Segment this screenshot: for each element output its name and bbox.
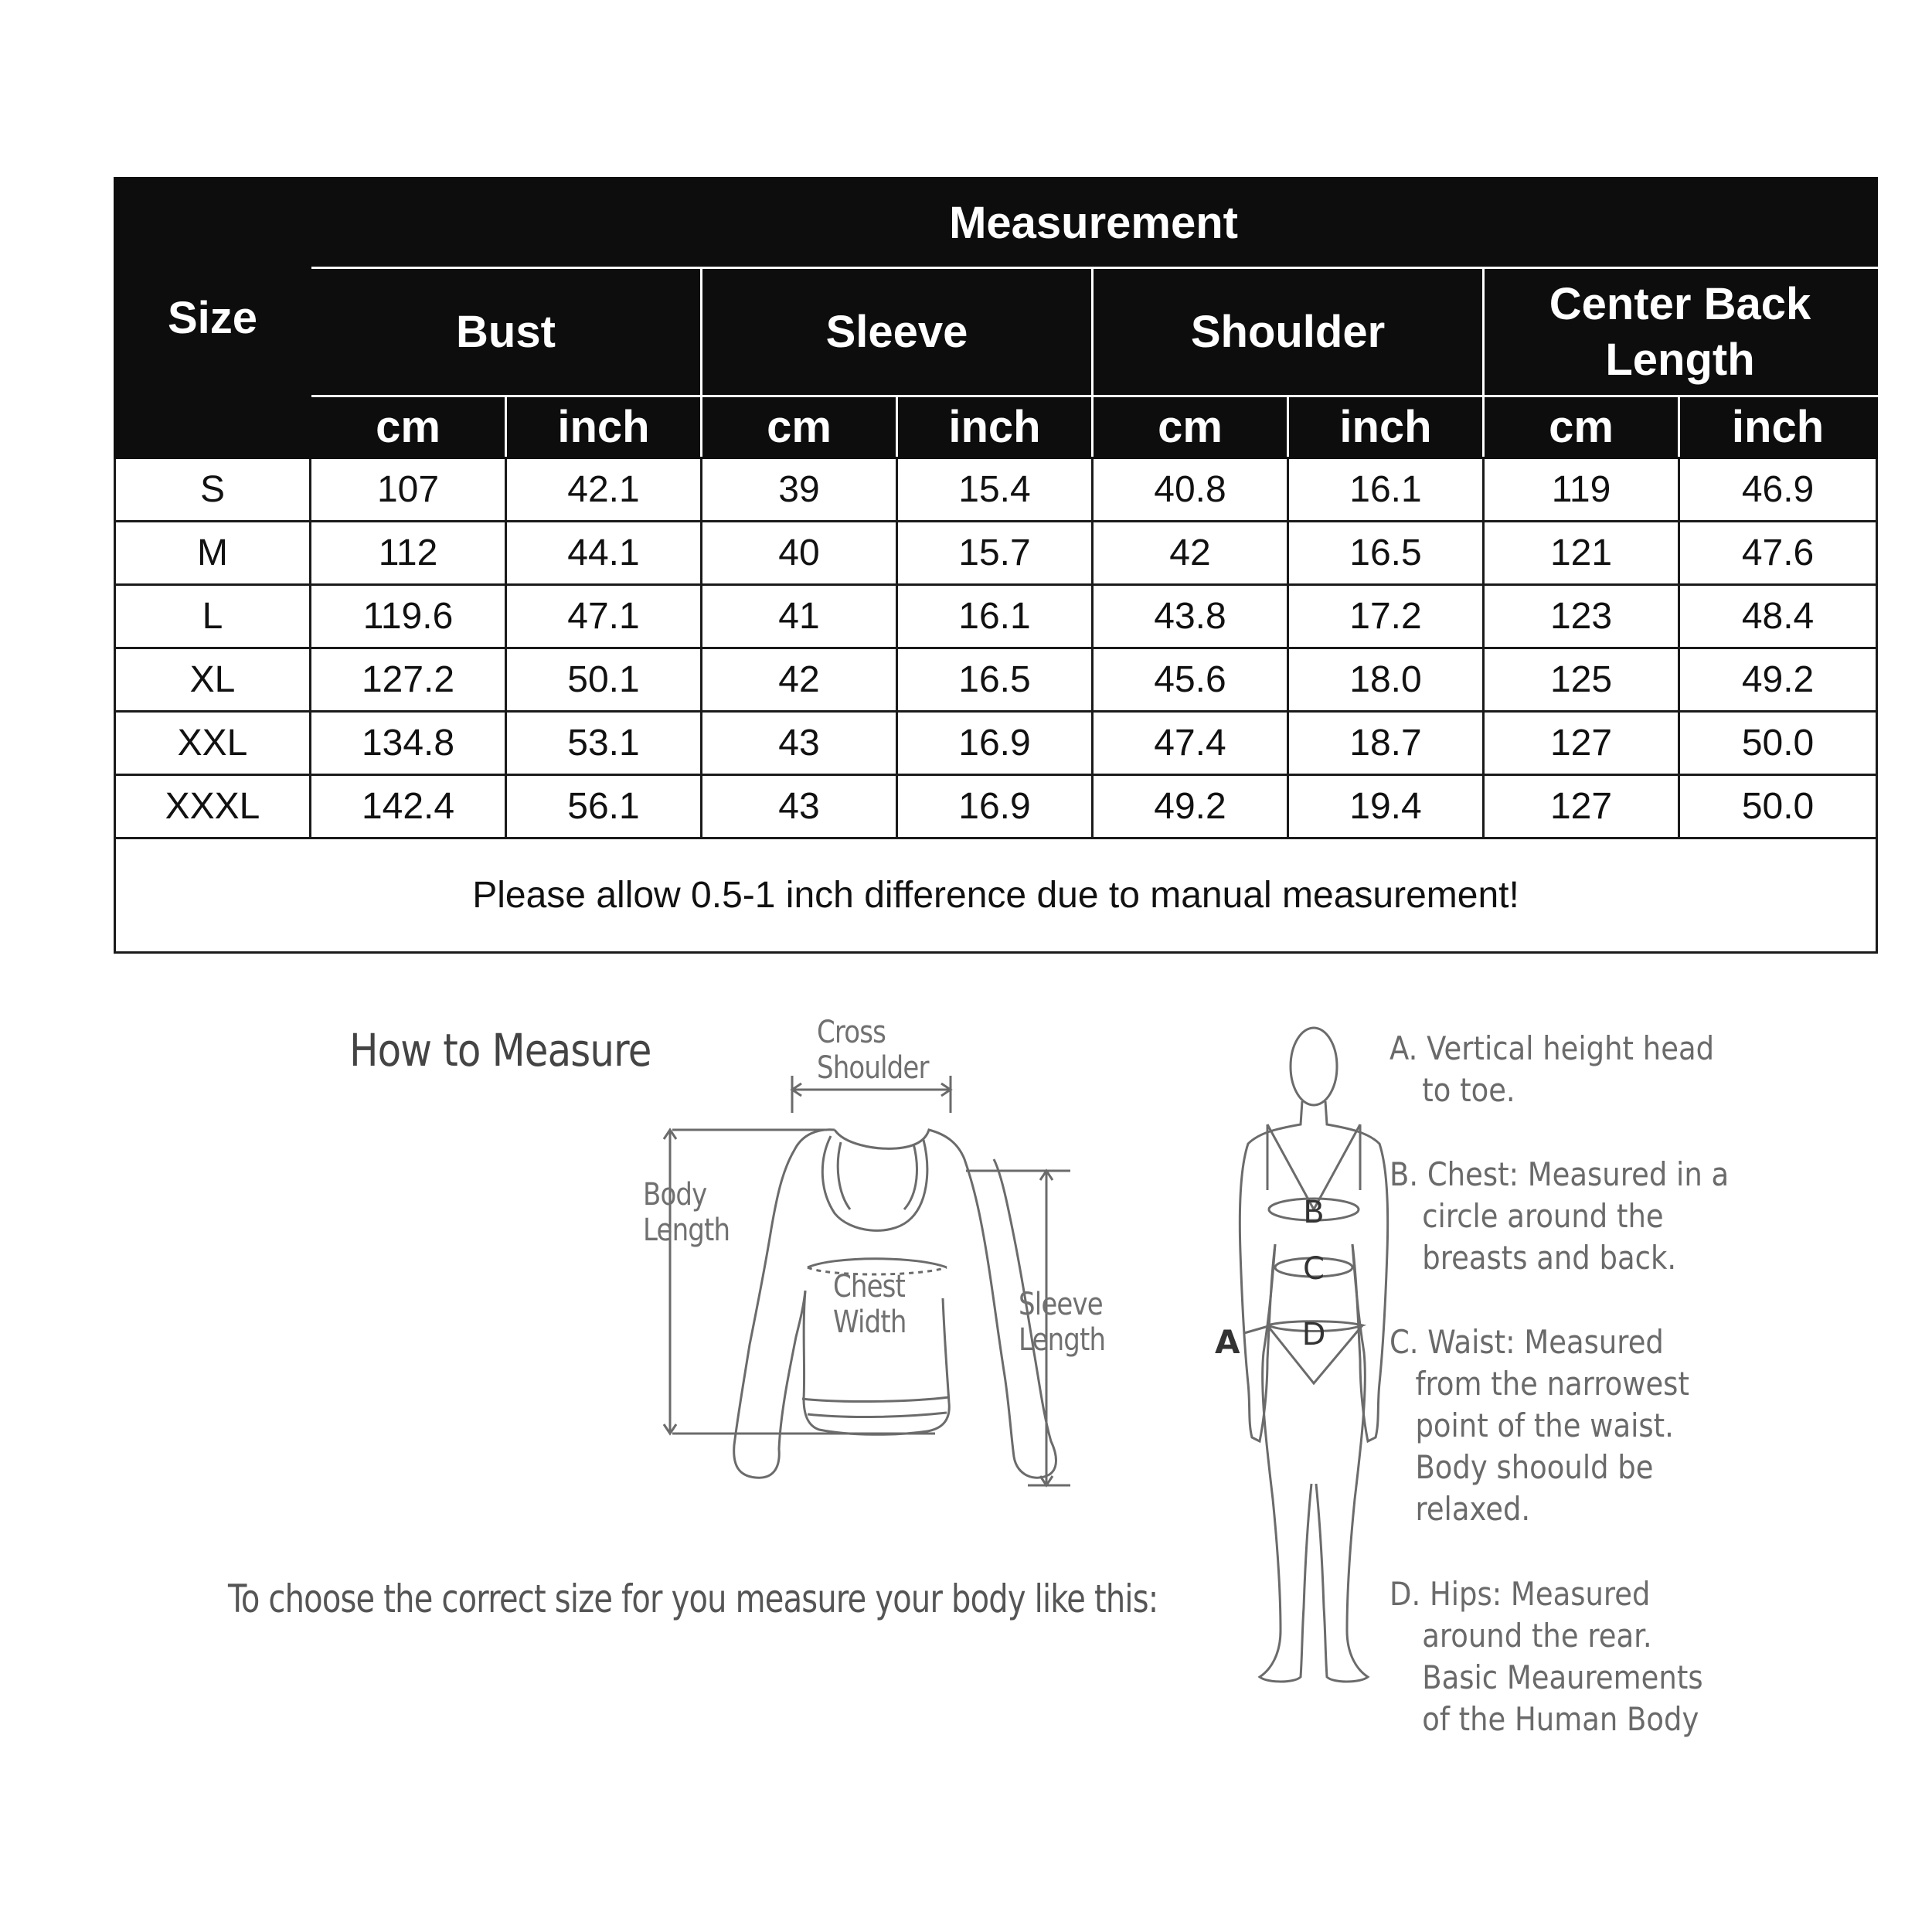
- marker-d: D: [1301, 1317, 1326, 1352]
- table-row: [115, 522, 1877, 585]
- body-length-label: Body Length: [643, 1177, 730, 1248]
- note-d: D. Hips: Measured around the rear. Basic Meaurements of the Human Body: [1389, 1575, 1703, 1738]
- marker-b: B: [1303, 1195, 1325, 1230]
- note-a: A. Vertical height head to toe.: [1389, 1029, 1715, 1109]
- unit-header: cm: [311, 396, 506, 458]
- table-cell: 15.4: [897, 458, 1093, 522]
- table-row: [115, 648, 1877, 712]
- unit-header: cm: [702, 396, 897, 458]
- table-cell: 42: [1093, 522, 1288, 585]
- table-cell: 16.9: [897, 712, 1093, 775]
- size-chart-table: [114, 177, 1878, 954]
- choose-size-instruction: To choose the correct size for you measure your body like this:: [228, 1577, 1158, 1621]
- table-cell: 123: [1484, 585, 1679, 648]
- table-cell: 44.1: [506, 522, 702, 585]
- table-cell: 49.2: [1093, 775, 1288, 838]
- table-cell: 39: [702, 458, 897, 522]
- measurement-note: Please allow 0.5-1 inch difference due to manual measurement!: [115, 838, 1877, 953]
- table-cell: 142.4: [311, 775, 506, 838]
- unit-header: inch: [506, 396, 702, 458]
- table-cell: 41: [702, 585, 897, 648]
- size-cell: XXL: [115, 712, 311, 775]
- table-cell: 16.1: [1288, 458, 1484, 522]
- table-cell: 119.6: [311, 585, 506, 648]
- table-row: [115, 712, 1877, 775]
- note-b: B. Chest: Measured in a circle around the breasts and back.: [1389, 1155, 1730, 1277]
- table-cell: 47.6: [1679, 522, 1877, 585]
- table-cell: 49.2: [1679, 648, 1877, 712]
- unit-header: cm: [1484, 396, 1679, 458]
- table-cell: 50.0: [1679, 775, 1877, 838]
- size-cell: M: [115, 522, 311, 585]
- table-cell: 56.1: [506, 775, 702, 838]
- table-cell: 125: [1484, 648, 1679, 712]
- measurement-header: Measurement: [311, 179, 1877, 268]
- table-row: [115, 775, 1877, 838]
- table-cell: 119: [1484, 458, 1679, 522]
- size-cell: XL: [115, 648, 311, 712]
- human-body-diagram: [1225, 1020, 1403, 1708]
- chest-width-label: Chest Width: [833, 1269, 906, 1340]
- table-cell: 42.1: [506, 458, 702, 522]
- group-header-shoulder: Shoulder: [1093, 268, 1484, 396]
- table-cell: 107: [311, 458, 506, 522]
- size-cell: L: [115, 585, 311, 648]
- table-cell: 16.5: [1288, 522, 1484, 585]
- table-cell: 48.4: [1679, 585, 1877, 648]
- size-cell: XXXL: [115, 775, 311, 838]
- table-cell: 16.1: [897, 585, 1093, 648]
- table-cell: 50.0: [1679, 712, 1877, 775]
- cross-shoulder-label: Cross Shoulder: [817, 1015, 929, 1086]
- unit-header: inch: [1288, 396, 1484, 458]
- table-cell: 127: [1484, 712, 1679, 775]
- table-row: [115, 585, 1877, 648]
- table-cell: 53.1: [506, 712, 702, 775]
- table-cell: 50.1: [506, 648, 702, 712]
- size-header: Size: [115, 179, 311, 458]
- table-cell: 19.4: [1288, 775, 1484, 838]
- unit-header: cm: [1093, 396, 1288, 458]
- table-cell: 17.2: [1288, 585, 1484, 648]
- table-cell: 112: [311, 522, 506, 585]
- table-row: [115, 458, 1877, 522]
- table-cell: 127.2: [311, 648, 506, 712]
- table-cell: 16.9: [897, 775, 1093, 838]
- marker-c: C: [1303, 1251, 1325, 1287]
- unit-header: inch: [1679, 396, 1877, 458]
- table-cell: 127: [1484, 775, 1679, 838]
- marker-a: A: [1215, 1323, 1240, 1361]
- sleeve-length-label: Sleeve Length: [1019, 1287, 1106, 1358]
- table-cell: 43.8: [1093, 585, 1288, 648]
- table-cell: 47.1: [506, 585, 702, 648]
- table-cell: 121: [1484, 522, 1679, 585]
- table-cell: 42: [702, 648, 897, 712]
- size-cell: S: [115, 458, 311, 522]
- table-cell: 40: [702, 522, 897, 585]
- table-cell: 46.9: [1679, 458, 1877, 522]
- table-body: [115, 458, 1877, 838]
- table-cell: 43: [702, 775, 897, 838]
- group-header-center-back-length: Center Back Length: [1484, 268, 1877, 396]
- table-cell: 134.8: [311, 712, 506, 775]
- table-cell: 15.7: [897, 522, 1093, 585]
- table-cell: 47.4: [1093, 712, 1288, 775]
- table-cell: 40.8: [1093, 458, 1288, 522]
- table-cell: 43: [702, 712, 897, 775]
- how-to-measure-title: How to Measure: [349, 1024, 651, 1077]
- table-cell: 18.7: [1288, 712, 1484, 775]
- group-header-sleeve: Sleeve: [702, 268, 1093, 396]
- note-c: C. Waist: Measured from the narrowest point of the waist. Body shoould be relaxed.: [1389, 1323, 1689, 1528]
- table-cell: 16.5: [897, 648, 1093, 712]
- group-header-bust: Bust: [311, 268, 702, 396]
- table-cell: 18.0: [1288, 648, 1484, 712]
- table-cell: 45.6: [1093, 648, 1288, 712]
- unit-header: inch: [897, 396, 1093, 458]
